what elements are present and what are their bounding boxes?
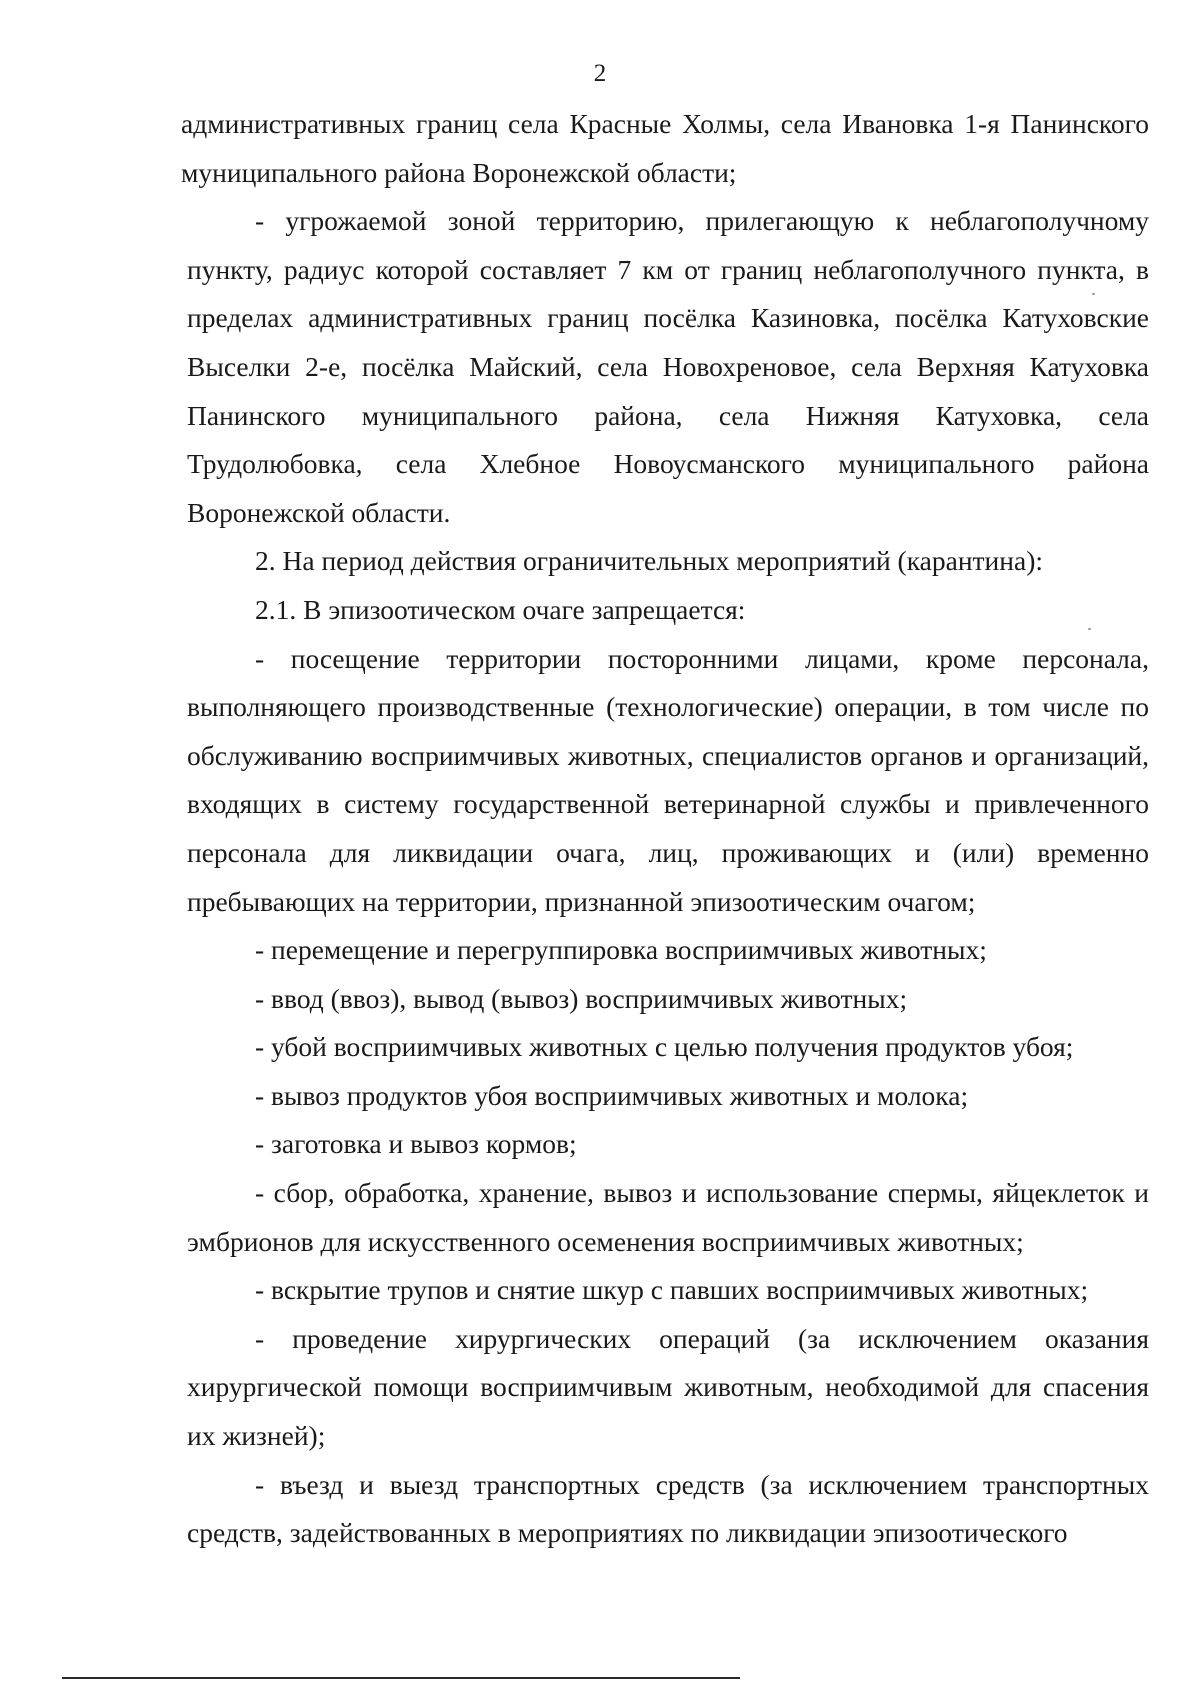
paragraph-export-products: - вывоз продуктов убоя восприимчивых животных и молока; — [255, 1079, 969, 1111]
paragraph-animal-regrouping: - перемещение и перегруппировка восприимчивых животных; — [255, 934, 987, 966]
paragraph-slaughter: - убой восприимчивых животных с целью получения продуктов убоя; — [255, 1031, 1074, 1063]
paragraph-threatened-zone: - угрожаемой зоной территорию, прилегающую к неблагополучному пункту, радиус которой составляет 7 км от границ неблагополучного пункта, в пределах административных границ посёлка Казиновка, посёлка Катуховские Выселки 2-е, посёлка Майский, села Новохреновое, села Верхняя Катуховка Панинского муниципального района, села Нижняя Катуховка, села Трудолюбовка, села Хлебное Новоусманского муниципального района Воронежской области. — [187, 205, 1149, 528]
paragraph-focus-prohibitions: 2.1. В эпизоотическом очаге запрещается: — [255, 593, 746, 625]
paragraph-feed: - заготовка и вывоз кормов; — [255, 1128, 577, 1160]
paragraph-vehicles: - въезд и выезд транспортных средств (за исключением транспортных средств, задействованных в мероприятиях по ликвидации эпизоотического — [187, 1468, 1149, 1549]
paragraph-surgery: - проведение хирургических операций (за исключением оказания хирургической помощи восприимчивым животным, необходимой для спасения их жизней); — [187, 1322, 1149, 1452]
scan-speck — [1092, 293, 1095, 295]
paragraph-restriction-period: 2. На период действия ограничительных мероприятий (карантина): — [255, 545, 1043, 577]
paragraph-animal-import-export: - ввод (ввоз), вывод (вывоз) восприимчивых животных; — [255, 982, 908, 1014]
page-number: 2 — [593, 60, 607, 87]
paragraph-admin-borders: административных границ села Красные Холмы, села Ивановка 1-я Панинского муниципального района Воронежской области; — [181, 108, 1149, 188]
footer-rule — [62, 1677, 740, 1679]
paragraph-sperm-embryos: - сбор, обработка, хранение, вывоз и использование спермы, яйцеклеток и эмбрионов для искусственного осеменения восприимчивых животных; — [187, 1177, 1149, 1257]
document-body — [181, 100, 1149, 1558]
scan-speck — [1088, 628, 1091, 630]
paragraph-autopsy: - вскрытие трупов и снятие шкур с павших восприимчивых животных; — [255, 1274, 1089, 1306]
paragraph-visiting-territory: - посещение территории посторонними лицами, кроме персонала, выполняющего производственные (технологические) операции, в том числе по обслуживанию восприимчивых животных, специалистов органов и организаций, входящих в систему государственной ветеринарной службы и привлеченного персонала для ликвидации очага, лиц, проживающих и (или) временно пребывающих на территории, признанной эпизоотическим очагом; — [187, 642, 1149, 917]
